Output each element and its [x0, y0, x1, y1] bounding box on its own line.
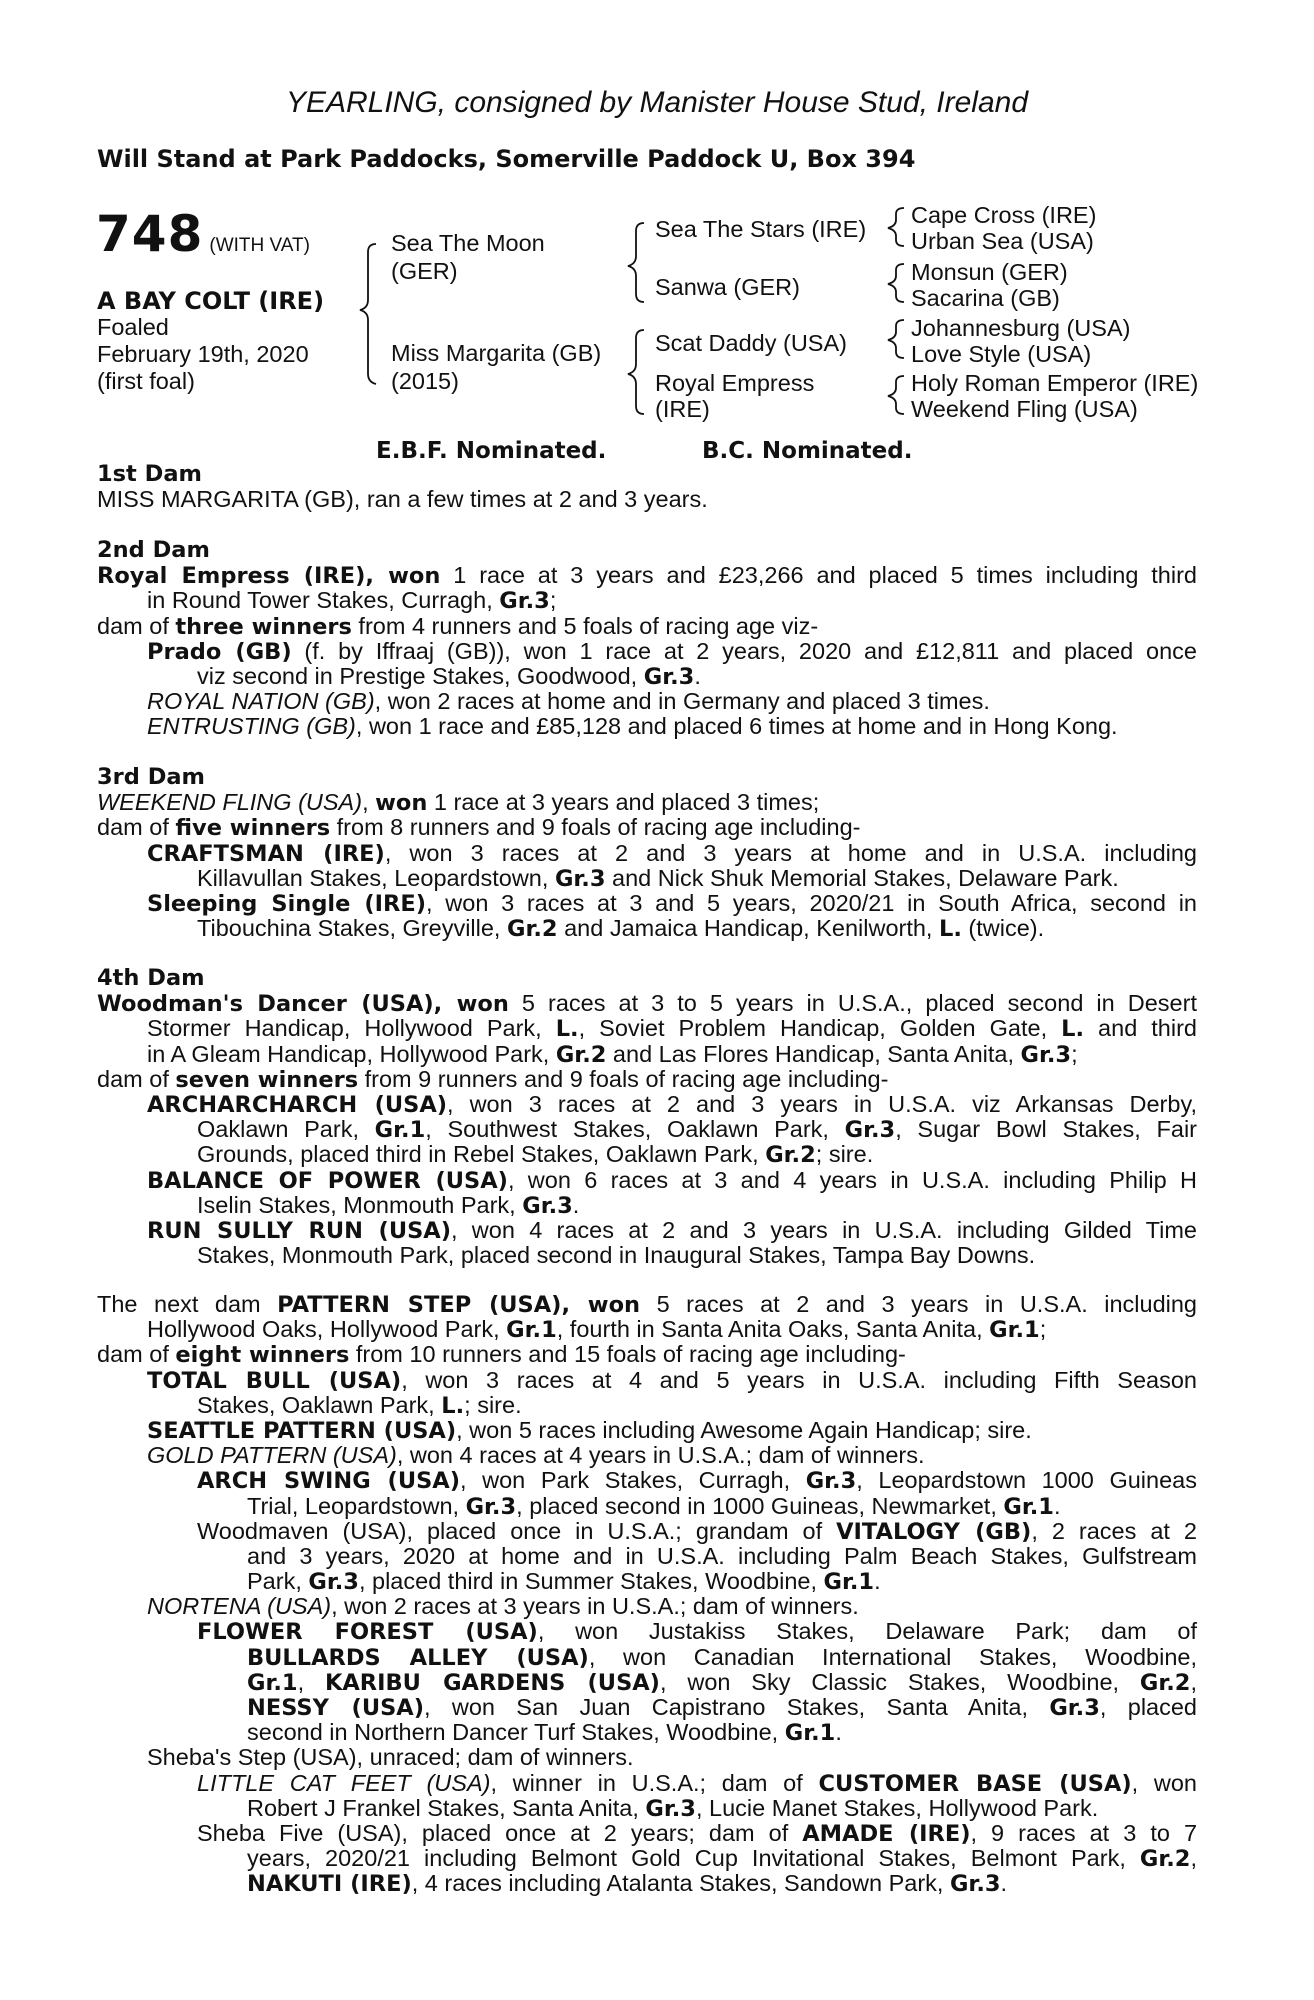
text-line	[97, 815, 1197, 840]
text-run: NAKUTI (IRE)	[247, 1871, 412, 1898]
text-run: , won Park Stakes, Curragh,	[460, 1467, 806, 1494]
text-run: ;	[1071, 1040, 1078, 1067]
text-line	[97, 1720, 1197, 1745]
text-line	[97, 790, 1197, 815]
text-run: , won 5 races including Awesome Again Handicap; sire.	[456, 1416, 1032, 1443]
text-line	[97, 1317, 1197, 1342]
text-run: Sheba Five (USA), placed once at 2 years; dam of	[197, 1819, 803, 1846]
text-run: Gr.1	[1003, 1493, 1054, 1520]
text-run: , fourth in Santa Anita Oaks, Santa Anita,	[556, 1316, 990, 1343]
dam-year: (2015)	[391, 368, 459, 394]
text-run: 1 race at 3 years and placed 3 times;	[427, 789, 820, 816]
text-run: Sleeping Single (IRE)	[147, 890, 427, 917]
text-run: Gr.3	[1049, 1695, 1100, 1721]
text-run: from 10 runners and 15 foals of racing age including-	[349, 1341, 906, 1368]
second-dam-section	[97, 538, 1197, 740]
text-run: Gr.3	[499, 588, 550, 615]
text-line	[97, 1468, 1197, 1493]
text-run: Gr.1	[247, 1669, 298, 1696]
text-line	[97, 1594, 1197, 1619]
text-line	[97, 1193, 1197, 1218]
text-run: Gr.3	[844, 1117, 896, 1144]
text-run: L.	[939, 916, 962, 943]
text-run: won	[375, 790, 428, 817]
text-run: L.	[441, 1392, 465, 1419]
text-line	[97, 1218, 1197, 1243]
sire-dam: Sanwa (GER)	[655, 274, 800, 300]
text-line	[97, 1067, 1197, 1092]
text-run: dam of	[97, 612, 176, 639]
text-run: ,	[1190, 1845, 1197, 1872]
text-run: 1 race at 3 years and £23,266 and placed 5 times including third	[440, 562, 1197, 589]
lot-number: 748	[96, 205, 204, 263]
bc-nomination: B.C. Nominated.	[702, 438, 913, 464]
text-run: .	[1053, 1492, 1061, 1519]
text-run: Sheba's Step (USA), unraced; dam of winners.	[147, 1744, 634, 1771]
text-line	[97, 1796, 1197, 1821]
text-run: ,	[1190, 1668, 1197, 1695]
text-run: ARCHARCHARCH (USA)	[147, 1091, 448, 1118]
text-line	[97, 714, 1197, 739]
text-line	[97, 1569, 1197, 1594]
text-line	[97, 1243, 1197, 1268]
grandsire-3: Monsun (GER)	[911, 259, 1068, 285]
text-run: Stakes, Oaklawn Park,	[197, 1391, 442, 1418]
text-run: ;	[549, 587, 557, 614]
lot-foal-date: February 19th, 2020	[97, 341, 309, 367]
text-line	[97, 614, 1197, 639]
text-run: , won 2 races at 3 years in U.S.A.; dam of winners.	[331, 1593, 859, 1620]
text-run: and Jamaica Handicap, Kenilworth,	[557, 915, 939, 942]
text-run: Gr.2	[507, 916, 558, 943]
text-run: Gr.3	[805, 1468, 857, 1495]
text-run: L.	[555, 1016, 579, 1043]
section-heading: 1st Dam	[97, 461, 202, 487]
lot-vat: (WITH VAT)	[209, 235, 310, 256]
text-run: dam of	[97, 1341, 176, 1368]
text-run: , won 3 races at 2 and 3 years at home and in U.S.A. including	[384, 839, 1197, 866]
text-run: , placed third in Summer Stakes, Woodbine,	[358, 1568, 824, 1595]
text-run: viz second in Prestige Stakes, Goodwood,	[197, 662, 644, 689]
lot-foaled: Foaled	[97, 314, 169, 340]
sire-country: (GER)	[391, 258, 458, 284]
text-line	[97, 1821, 1197, 1846]
lot-foal-note: (first foal)	[97, 368, 195, 394]
text-run: , won San Juan Capistrano Stakes, Santa Anita,	[424, 1694, 1050, 1720]
ebf-nomination: E.B.F. Nominated.	[376, 438, 607, 464]
text-run: ,	[297, 1668, 325, 1695]
text-run: BULLARDS ALLEY (USA)	[247, 1644, 589, 1671]
first-dam-text: MISS MARGARITA (GB), ran a few times at 2 and 3 years.	[97, 486, 708, 513]
text-run: Robert J Frankel Stakes, Santa Anita,	[247, 1794, 646, 1821]
text-run: and 3 years, 2020 at home and in U.S.A. including Palm Beach Stakes, Gulfstream	[247, 1542, 1197, 1569]
text-run: Gr.2	[555, 1041, 607, 1068]
text-line	[97, 588, 1197, 613]
text-run: years, 2020/21 including Belmont Gold Cup Invitational Stakes, Belmont Park,	[247, 1845, 1140, 1872]
text-line	[97, 891, 1197, 916]
text-run: (f. by Iffraaj (GB)), won 1 race at 2 years, 2020 and £12,811 and placed once	[291, 637, 1197, 664]
text-run: from 9 runners and 9 foals of racing age including-	[358, 1065, 889, 1092]
pedigree-brackets	[0, 0, 1314, 420]
text-run: dam of	[97, 1065, 176, 1092]
text-run: , Soviet Problem Handicap, Golden Gate,	[578, 1015, 1062, 1042]
text-run: , winner in U.S.A.; dam of	[490, 1769, 819, 1796]
text-run: , won 4 races at 4 years in U.S.A.; dam of winners.	[396, 1442, 925, 1469]
text-run: from 4 runners and 5 foals of racing age viz-	[351, 612, 819, 639]
sire-name: Sea The Moon	[391, 230, 545, 256]
text-run: Stormer Handicap, Hollywood Park,	[147, 1015, 556, 1042]
text-run: Gr.3	[465, 1493, 517, 1520]
lot-name: A BAY COLT (IRE)	[97, 287, 325, 315]
text-run: ; sire.	[464, 1391, 522, 1418]
text-line	[97, 1645, 1197, 1670]
text-line	[97, 1745, 1197, 1770]
text-line	[97, 664, 1197, 689]
sire-sire: Sea The Stars (IRE)	[655, 216, 867, 242]
text-run: L.	[1061, 1016, 1085, 1043]
first-dam-section	[97, 462, 1197, 512]
text-run: TOTAL BULL (USA)	[147, 1367, 402, 1394]
text-run: Hollywood Oaks, Hollywood Park,	[147, 1316, 507, 1343]
text-run: , won 1 race and £85,128 and placed 6 times at home and in Hong Kong.	[355, 713, 1118, 740]
text-run: Gr.3	[949, 1871, 1001, 1898]
text-run: CRAFTSMAN (IRE)	[147, 840, 385, 867]
text-run: 5 races at 3 to 5 years in U.S.A., placed second in Desert	[508, 990, 1197, 1017]
text-line	[97, 1443, 1197, 1468]
text-line	[97, 1142, 1197, 1167]
text-run: dam of	[97, 814, 176, 841]
text-run: Gr.3	[643, 663, 695, 690]
text-run: five winners	[175, 815, 331, 842]
text-run: three winners	[175, 613, 352, 640]
text-run: .	[874, 1568, 881, 1595]
text-line	[97, 1846, 1197, 1871]
text-run: ;	[1039, 1316, 1047, 1343]
text-run: , won 2 races at home and in Germany and placed 3 times.	[374, 688, 990, 715]
text-run: Park,	[247, 1568, 309, 1595]
text-run: .	[572, 1191, 580, 1218]
text-line	[97, 1519, 1197, 1544]
text-run: PATTERN STEP (USA), won	[277, 1292, 641, 1318]
text-run: .	[1000, 1870, 1008, 1897]
text-run: , won 3 races at 2 and 3 years in U.S.A. viz Arkansas Derby,	[447, 1090, 1197, 1117]
grandsire-8: Weekend Fling (USA)	[911, 396, 1138, 422]
page-title: YEARLING, consigned by Manister House Stud, Ireland	[285, 86, 1029, 119]
text-run: , Southwest Stakes, Oaklawn Park,	[425, 1116, 845, 1143]
text-run: Gr.2	[1139, 1846, 1191, 1873]
text-run: AMADE (IRE)	[802, 1820, 971, 1847]
text-line	[97, 866, 1197, 891]
text-run: Woodman's Dancer (USA), won	[97, 991, 509, 1018]
text-run: , Sugar Bowl Stakes, Fair	[895, 1116, 1197, 1143]
grandsire-6: Love Style (USA)	[911, 341, 1092, 367]
text-run: , won	[1131, 1769, 1197, 1796]
text-line	[97, 639, 1197, 664]
text-run: , won 3 races at 3 and 5 years, 2020/21 in South Africa, second in	[426, 889, 1197, 916]
text-line	[97, 1168, 1197, 1193]
text-run: (twice).	[961, 915, 1045, 942]
text-run: Gr.3	[522, 1192, 573, 1219]
text-run: and Nick Shuk Memorial Stakes, Delaware Park.	[605, 864, 1119, 891]
text-run: Gr.2	[1139, 1669, 1191, 1696]
text-run: Iselin Stakes, Monmouth Park,	[197, 1191, 523, 1218]
text-run: Prado (GB)	[147, 638, 292, 665]
text-run: Gr.3	[308, 1569, 359, 1596]
text-run: Grounds, placed third in Rebel Stakes, Oaklawn Park,	[197, 1141, 766, 1168]
text-line	[97, 1695, 1197, 1720]
text-line	[97, 1016, 1197, 1041]
text-run: Gr.3	[645, 1795, 696, 1822]
text-line	[97, 841, 1197, 866]
text-run: LITTLE CAT FEET (USA)	[197, 1769, 491, 1796]
text-run: Gr.2	[765, 1142, 816, 1169]
text-run: , 9 races at 3 to 7	[970, 1819, 1198, 1846]
text-run: Gr.1	[823, 1569, 875, 1596]
text-run: , won 3 races at 4 and 5 years in U.S.A. including Fifth Season	[401, 1366, 1198, 1393]
grandsire-7: Holy Roman Emperor (IRE)	[911, 370, 1199, 396]
text-run: , placed second in 1000 Guineas, Newmarket,	[516, 1492, 1004, 1519]
text-run: KARIBU GARDENS (USA)	[324, 1669, 660, 1696]
dam-dam: Royal Empress	[655, 370, 815, 396]
fourth-dam-section	[97, 966, 1197, 1268]
text-run: , won 6 races at 3 and 4 years in U.S.A. including Philip H	[507, 1166, 1198, 1193]
text-run: Gr.1	[784, 1720, 836, 1747]
text-run: , won 4 races at 2 and 3 years in U.S.A. including Gilded Time	[451, 1216, 1197, 1243]
text-run: , won Justakiss Stakes, Delaware Park; dam of	[537, 1618, 1197, 1645]
section-heading: 2nd Dam	[97, 537, 210, 563]
text-run: Royal Empress (IRE), won	[97, 563, 441, 590]
text-run: ; sire.	[815, 1141, 874, 1168]
text-line	[97, 1092, 1197, 1117]
third-dam-section	[97, 765, 1197, 941]
text-run: in Round Tower Stakes, Curragh,	[147, 587, 500, 614]
stand-location: Will Stand at Park Paddocks, Somerville Paddock U, Box 394	[97, 145, 916, 173]
text-line	[97, 1042, 1197, 1067]
text-run: ARCH SWING (USA)	[197, 1468, 461, 1495]
text-run: .	[694, 662, 701, 689]
text-line	[97, 563, 1197, 588]
text-line	[97, 1670, 1197, 1695]
text-run: , 2 races at 2	[1031, 1517, 1197, 1544]
text-run: Gr.3	[554, 865, 606, 892]
text-run: FLOWER FOREST (USA)	[197, 1619, 538, 1646]
text-line	[97, 1393, 1197, 1418]
text-run: CUSTOMER BASE (USA)	[818, 1770, 1132, 1797]
text-run: , 4 races including Atalanta Stakes, Sandown Park,	[411, 1870, 950, 1897]
text-run: BALANCE OF POWER (USA)	[147, 1167, 508, 1194]
text-run: The next dam	[97, 1291, 278, 1317]
text-line	[97, 991, 1197, 1016]
text-run: RUN SULLY RUN (USA)	[147, 1217, 451, 1244]
text-run: seven winners	[175, 1066, 359, 1093]
text-line	[97, 916, 1197, 941]
text-run: Killavullan Stakes, Leopardstown,	[197, 864, 555, 891]
text-run: .	[835, 1719, 842, 1746]
text-run: , placed	[1099, 1694, 1198, 1720]
grandsire-5: Johannesburg (USA)	[911, 315, 1131, 341]
text-line	[97, 1871, 1197, 1896]
next-dam-section	[97, 1292, 1197, 1897]
text-run: eight winners	[175, 1342, 350, 1369]
text-run: Trial, Leopardstown,	[247, 1492, 466, 1519]
text-run: and Las Flores Handicap, Santa Anita,	[606, 1040, 1021, 1067]
text-line	[97, 1418, 1197, 1443]
text-run: GOLD PATTERN (USA)	[147, 1442, 397, 1469]
text-line	[97, 1368, 1197, 1393]
text-line	[97, 1771, 1197, 1796]
text-run: 5 races at 2 and 3 years in U.S.A. including	[640, 1291, 1197, 1317]
text-line	[97, 689, 1197, 714]
text-run: Gr.1	[506, 1317, 557, 1344]
text-run: Gr.3	[1020, 1041, 1072, 1068]
text-run: , won Canadian International Stakes, Woodbine,	[588, 1643, 1197, 1670]
text-run: Woodmaven (USA), placed once in U.S.A.; grandam of	[197, 1517, 837, 1544]
dam-sire: Scat Daddy (USA)	[655, 330, 847, 356]
text-line	[97, 1544, 1197, 1569]
dam-name: Miss Margarita (GB)	[391, 340, 602, 366]
text-run: , won Sky Classic Stakes, Woodbine,	[659, 1668, 1140, 1695]
text-run: from 8 runners and 9 foals of racing age including-	[330, 814, 861, 841]
text-run: NESSY (USA)	[247, 1695, 424, 1721]
text-run: , Lucie Manet Stakes, Hollywood Park.	[695, 1794, 1099, 1821]
dam-dam-country: (IRE)	[655, 396, 710, 422]
text-run: and third	[1084, 1015, 1197, 1042]
section-heading: 3rd Dam	[97, 764, 205, 790]
text-run: Tibouchina Stakes, Greyville,	[197, 915, 507, 942]
text-run: Stakes, Monmouth Park, placed second in Inaugural Stakes, Tampa Bay Downs.	[197, 1242, 1036, 1269]
text-run: WEEKEND FLING (USA)	[97, 789, 363, 816]
text-line	[97, 1292, 1197, 1317]
text-line	[97, 1117, 1197, 1142]
text-run: Gr.1	[374, 1117, 426, 1144]
text-run: SEATTLE PATTERN (USA)	[147, 1417, 457, 1444]
text-line	[97, 1494, 1197, 1519]
text-run: ROYAL NATION (GB)	[147, 688, 375, 715]
text-run: Gr.1	[989, 1317, 1040, 1344]
text-line	[97, 1342, 1197, 1367]
text-run: NORTENA (USA)	[147, 1593, 332, 1620]
text-run: Oaklawn Park,	[197, 1116, 375, 1143]
text-run: , Leopardstown 1000 Guineas	[856, 1467, 1197, 1494]
text-run: ,	[362, 789, 376, 816]
text-run: second in Northern Dancer Turf Stakes, Woodbine,	[247, 1719, 785, 1746]
section-heading: 4th Dam	[97, 965, 205, 991]
grandsire-2: Urban Sea (USA)	[911, 228, 1094, 254]
text-run: VITALOGY (GB)	[836, 1518, 1032, 1545]
grandsire-1: Cape Cross (IRE)	[911, 202, 1097, 228]
text-run: ENTRUSTING (GB)	[147, 713, 356, 740]
text-run: in A Gleam Handicap, Hollywood Park,	[147, 1040, 556, 1067]
text-line	[97, 1619, 1197, 1644]
grandsire-4: Sacarina (GB)	[911, 285, 1060, 311]
